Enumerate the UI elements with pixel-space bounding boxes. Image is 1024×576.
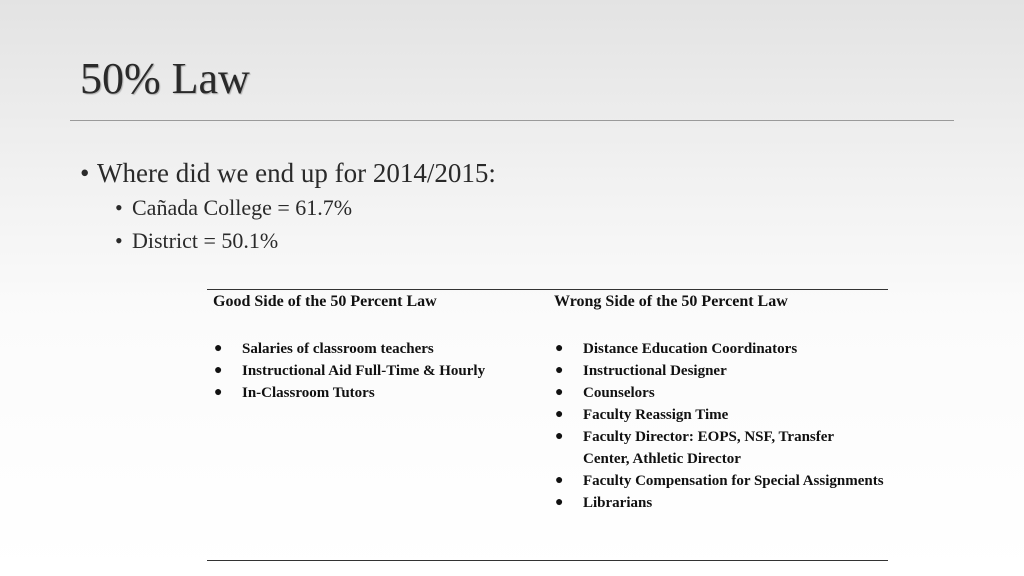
bullet-icon: ● — [555, 407, 564, 422]
item-text: Salaries of classroom teachers — [242, 341, 434, 357]
bullet-icon: ● — [214, 341, 223, 356]
item-text: In-Classroom Tutors — [242, 385, 375, 401]
bullet-icon: ● — [555, 429, 564, 444]
bullet-icon: ● — [214, 363, 223, 378]
wrong-side-header: Wrong Side of the 50 Percent Law — [554, 293, 788, 310]
item-text: Faculty Compensation for Special Assignments — [583, 473, 884, 489]
sub-bullet-list — [115, 191, 940, 257]
item-text: Instructional Aid Full-Time & Hourly — [242, 363, 486, 379]
list-item — [213, 360, 543, 382]
item-text: Distance Education Coordinators — [583, 341, 798, 357]
list-item — [213, 338, 543, 360]
list-item — [554, 382, 884, 404]
wrong-side-list — [554, 338, 884, 514]
item-text: Librarians — [583, 495, 653, 511]
list-item — [554, 404, 884, 426]
title-divider — [70, 120, 954, 121]
list-item — [554, 338, 884, 360]
good-side-header: Good Side of the 50 Percent Law — [213, 293, 437, 310]
list-item — [554, 360, 884, 382]
bullet-icon: ● — [214, 385, 223, 400]
list-item — [554, 426, 884, 470]
item-text: Counselors — [583, 385, 655, 401]
slide-title: 50% Law — [80, 54, 250, 103]
wrong-side-column — [554, 290, 884, 514]
good-side-column — [213, 290, 543, 404]
list-item — [554, 492, 884, 514]
bullet-icon: ● — [555, 495, 564, 510]
sub-bullet-district: • District = 50.1% — [115, 224, 940, 257]
comparison-table — [207, 289, 888, 561]
item-text: Instructional Designer — [583, 363, 727, 379]
bullet-main: • Where did we end up for 2014/2015: — [80, 155, 940, 191]
good-side-list — [213, 338, 543, 404]
item-text: Faculty Reassign Time — [583, 407, 729, 423]
bullet-icon: ● — [555, 341, 564, 356]
bullet-icon: ● — [555, 473, 564, 488]
bullet-list — [80, 155, 940, 257]
list-item — [213, 382, 543, 404]
sub-bullet-canada: • Cañada College = 61.7% — [115, 191, 940, 224]
item-text: Faculty Director: EOPS, NSF, Transfer Center, Athletic Director — [583, 429, 834, 467]
bullet-icon: ● — [555, 363, 564, 378]
bullet-icon: ● — [555, 385, 564, 400]
list-item — [554, 470, 884, 492]
